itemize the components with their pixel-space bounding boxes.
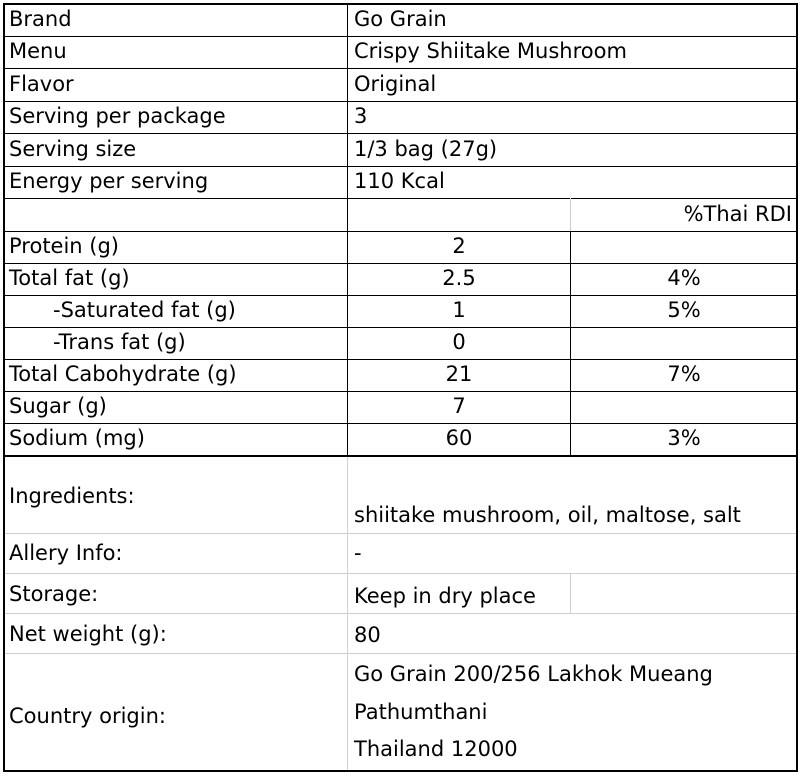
nutrient-label: Sodium (mg) [9, 426, 145, 450]
servings-value: 3 [354, 104, 368, 128]
nutrient-label: -Saturated fat (g) [53, 298, 236, 322]
storage-value: Keep in dry place [354, 584, 536, 608]
grid-line [570, 198, 571, 231]
ingredients-label: Ingredients: [9, 484, 135, 508]
serving-size-label: Serving size [9, 137, 137, 161]
nutrient-rdi: 7% [667, 362, 701, 386]
grid-line [3, 533, 797, 534]
country-origin-label: Country origin: [9, 704, 166, 728]
grid-line [3, 101, 797, 102]
nutrient-label: -Trans fat (g) [53, 330, 186, 354]
nutrient-rdi: 4% [667, 266, 701, 290]
grid-line [3, 198, 797, 199]
flavor-label: Flavor [9, 72, 74, 96]
grid-line [3, 455, 797, 457]
serving-size-value: 1/3 bag (27g) [354, 137, 498, 161]
grid-line [796, 3, 798, 772]
grid-line [3, 3, 797, 5]
grid-line [3, 613, 797, 614]
rdi-header: %Thai RDI [683, 202, 792, 226]
nutrient-amount: 2.5 [442, 266, 476, 290]
brand-label: Brand [9, 7, 72, 31]
brand-value: Go Grain [354, 7, 447, 31]
nutrient-amount: 1 [452, 298, 466, 322]
grid-line [347, 457, 348, 770]
grid-line [3, 391, 797, 392]
grid-line [347, 3, 348, 457]
nutrient-label: Sugar (g) [9, 394, 107, 418]
nutrient-label: Protein (g) [9, 234, 120, 258]
grid-line [3, 770, 797, 772]
grid-line [570, 573, 571, 613]
energy-value: 110 Kcal [354, 169, 445, 193]
grid-line [3, 573, 797, 574]
grid-line [3, 653, 797, 654]
nutrient-amount: 21 [445, 362, 473, 386]
grid-line [3, 359, 797, 360]
flavor-value: Original [354, 72, 437, 96]
ingredients-value: shiitake mushroom, oil, maltose, salt [354, 503, 741, 527]
grid-line [3, 231, 797, 232]
nutrient-label: Total Cabohydrate (g) [9, 362, 237, 386]
nutrient-rdi: 5% [667, 298, 701, 322]
grid-line [3, 3, 5, 772]
net-weight-value: 80 [354, 623, 381, 647]
allergy-value: - [354, 541, 362, 565]
grid-line [3, 327, 797, 328]
servings-label: Serving per package [9, 104, 226, 128]
menu-label: Menu [9, 39, 67, 63]
grid-line [3, 166, 797, 167]
allergy-label: Allery Info: [9, 541, 123, 565]
nutrient-amount: 60 [445, 426, 473, 450]
country-origin-line: Thailand 12000 [354, 737, 518, 761]
grid-line [3, 68, 797, 69]
grid-line [3, 36, 797, 37]
country-origin-line: Go Grain 200/256 Lakhok Mueang [354, 662, 713, 686]
nutrient-label: Total fat (g) [9, 266, 130, 290]
grid-line [3, 133, 797, 134]
grid-line [3, 423, 797, 424]
nutrient-amount: 7 [452, 394, 466, 418]
nutrient-rdi: 3% [667, 426, 701, 450]
grid-line [3, 295, 797, 296]
nutrient-amount: 2 [452, 234, 466, 258]
grid-line [570, 231, 571, 455]
country-origin-line: Pathumthani [354, 700, 488, 724]
menu-value: Crispy Shiitake Mushroom [354, 39, 627, 63]
storage-label: Storage: [9, 582, 99, 606]
nutrient-amount: 0 [452, 330, 466, 354]
grid-line [3, 263, 797, 264]
energy-label: Energy per serving [9, 169, 209, 193]
net-weight-label: Net weight (g): [9, 622, 167, 646]
